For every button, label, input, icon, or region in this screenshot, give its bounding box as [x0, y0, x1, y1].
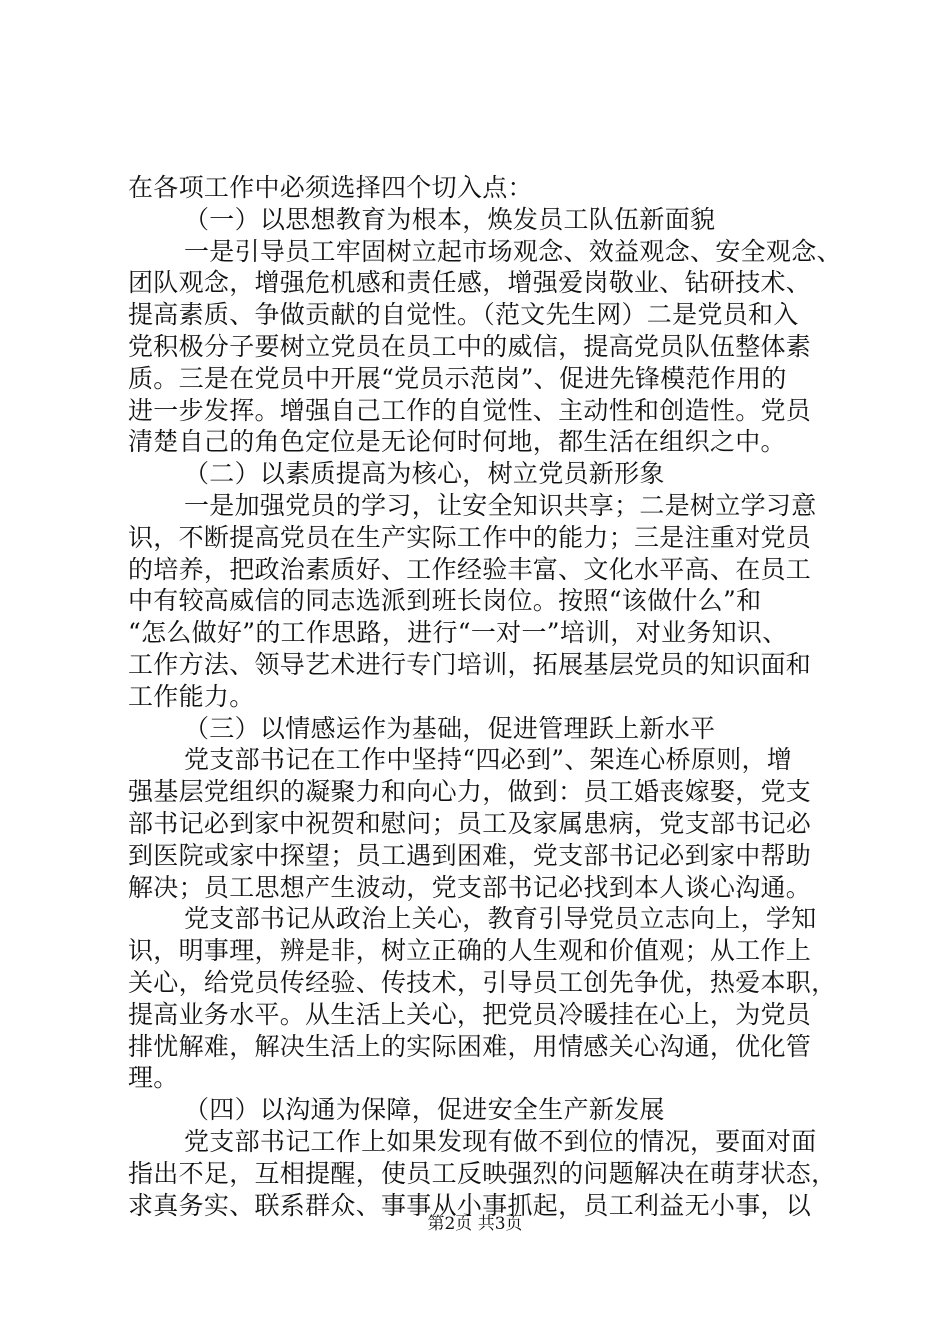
text-line: （三）以情感运作为基础，促进管理跃上新水平 — [184, 713, 716, 743]
text-line: 工作方法、领导艺术进行专门培训，拓展基层党员的知识面和 — [128, 649, 812, 679]
text-line: 一是加强党员的学习，让安全知识共享；二是树立学习意 — [184, 490, 817, 520]
text-line: 求真务实、联系群众、事事从小事抓起，员工利益无小事，以 — [128, 1190, 812, 1220]
text-line: 清楚自己的角色定位是无论何时何地，都生活在组织之中。 — [128, 427, 786, 457]
text-line: 党支部书记工作上如果发现有做不到位的情况，要面对面 — [184, 1126, 817, 1156]
text-line: （二）以素质提高为核心，树立党员新形象 — [184, 459, 665, 489]
text-line: 在各项工作中必须选择四个切入点： — [128, 173, 533, 202]
text-line: 排忧解难，解决生活上的实际困难，用情感关心沟通，优化管 — [128, 1031, 812, 1061]
page-footer — [0, 1213, 950, 1235]
text-line: （四）以沟通为保障，促进安全生产新发展 — [184, 1095, 665, 1125]
text-line: 一是引导员工牢固树立起市场观念、效益观念、安全观念、 — [184, 236, 842, 266]
text-line: 工作能力。 — [128, 681, 255, 711]
text-line: 识，明事理，辨是非，树立正确的人生观和价值观；从工作上 — [128, 936, 812, 966]
text-line: （一）以思想教育为根本，焕发员工队伍新面貌 — [184, 204, 716, 234]
text-line: 关心，给党员传经验、传技术，引导员工创先争优，热爱本职， — [128, 967, 837, 997]
text-line: 解决；员工思想产生波动，党支部书记必找到本人谈心沟通。 — [128, 872, 812, 902]
text-line: 进一步发挥。增强自己工作的自觉性、主动性和创造性。党员 — [128, 395, 812, 425]
page-number-label: 第2页 共3页 — [427, 1214, 523, 1234]
text-line: 提高素质、争做贡献的自觉性。（范文先生网）二是党员和入 — [128, 300, 799, 330]
text-line: 提高业务水平。从生活上关心，把党员冷暖挂在心上，为党员 — [128, 999, 812, 1029]
text-line: 党支部书记从政治上关心，教育引导党员立志向上，学知 — [184, 904, 817, 934]
text-line: 理。 — [128, 1063, 179, 1093]
text-line: 中有较高威信的同志选派到班长岗位。按照“该做什么”和 — [128, 586, 762, 616]
text-line: 部书记必到家中祝贺和慰问；员工及家属患病，党支部书记必 — [128, 808, 812, 838]
document-body — [128, 172, 842, 1221]
text-line: 的培养，把政治素质好、工作经验丰富、文化水平高、在员工 — [128, 554, 812, 584]
text-line: 党积极分子要树立党员在员工中的威信，提高党员队伍整体素 — [128, 331, 812, 361]
text-line: “怎么做好”的工作思路，进行“一对一”培训，对业务知识、 — [128, 618, 788, 648]
text-line: 质。三是在党员中开展“党员示范岗”、促进先锋模范作用的 — [128, 363, 787, 393]
text-line: 指出不足，互相提醒，使员工反映强烈的问题解决在萌芽状态， — [128, 1158, 837, 1188]
text-line: 识，不断提高党员在生产实际工作中的能力；三是注重对党员 — [128, 522, 812, 552]
text-line: 强基层党组织的凝聚力和向心力，做到：员工婚丧嫁娶，党支 — [128, 777, 812, 807]
text-line: 到医院或家中探望；员工遇到困难，党支部书记必到家中帮助 — [128, 840, 812, 870]
text-line: 团队观念，增强危机感和责任感，增强爱岗敬业、钻研技术、 — [128, 268, 812, 298]
text-line: 党支部书记在工作中坚持“四必到”、架连心桥原则，增 — [184, 745, 793, 775]
